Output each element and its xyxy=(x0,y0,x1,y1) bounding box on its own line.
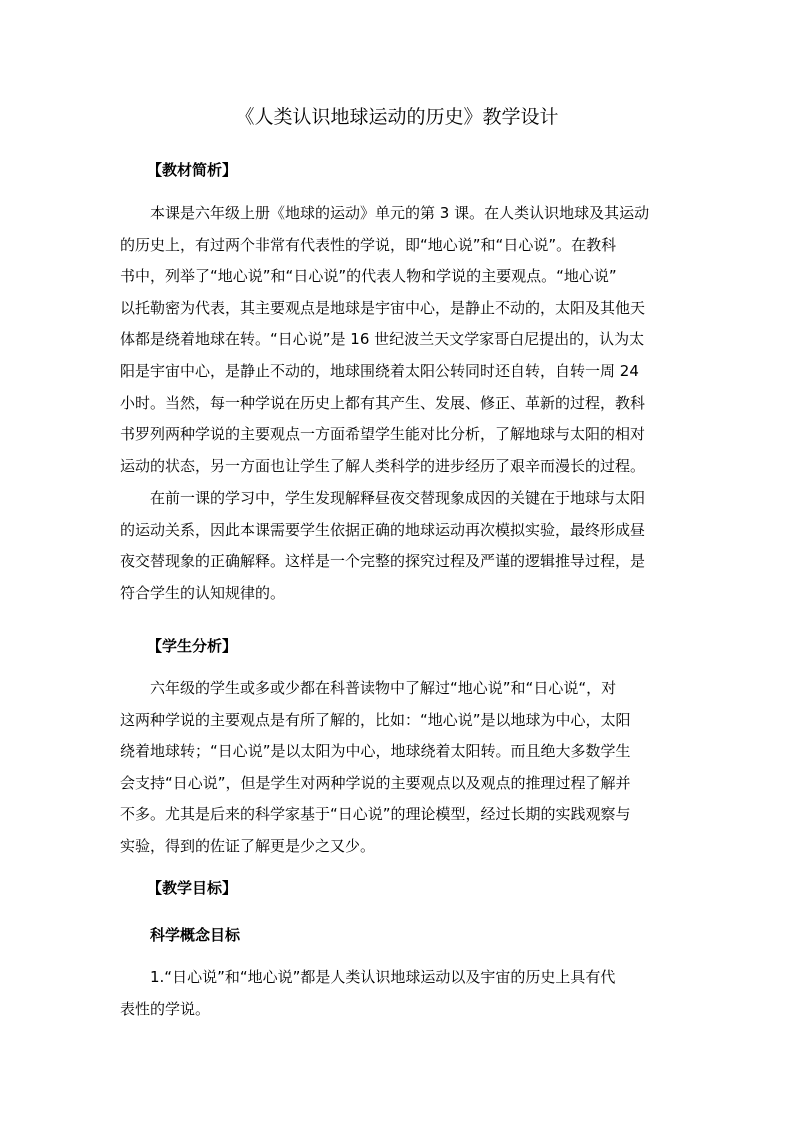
goals-item-1 xyxy=(120,962,676,1025)
textbook-paragraph-2 xyxy=(120,483,676,609)
text-line: 夜交替现象的正确解释。这样是一个完整的探究过程及严谨的逻辑推导过程，是 xyxy=(120,552,646,571)
textbook-paragraph-1 xyxy=(120,198,676,482)
section-heading-goals: 【教学目标】 xyxy=(147,879,238,897)
student-paragraph xyxy=(120,673,676,863)
text-line: 在前一课的学习中，学生发现解释昼夜交替现象成因的关键在于地球与太阳 xyxy=(150,489,646,507)
text-line: 阳是宇宙中心，是静止不动的，地球围绕着太阳公转同时还自转，自转一周 24 xyxy=(120,361,639,380)
text-line: 书中，列举了“地心说”和“日心说”的代表人物和学说的主要观点。“地心说” xyxy=(120,267,617,286)
text-line: 书罗列两种学说的主要观点一方面希望学生能对比分析，了解地球与太阳的相对 xyxy=(120,425,646,444)
text-line: 这两种学说的主要观点是有所了解的，比如：“地心说”是以地球为中心，太阳 xyxy=(120,710,631,729)
text-line: 会支持“日心说”，但是学生对两种学说的主要观点以及观点的推理过程了解并 xyxy=(120,773,631,792)
text-line: 表性的学说。 xyxy=(120,999,211,1018)
text-line: 以托勒密为代表，其主要观点是地球是宇宙中心，是静止不动的，太阳及其他天 xyxy=(120,298,646,317)
text-line: 小时。当然，每一种学说在历史上都有其产生、发展、修正、革新的过程，教科 xyxy=(120,393,646,412)
text-line: 运动的状态，另一方面也让学生了解人类科学的进步经历了艰辛而漫长的过程。 xyxy=(120,456,646,475)
document-title: 《人类认识地球运动的历史》教学设计 xyxy=(235,106,559,128)
text-line: 本课是六年级上册《地球的运动》单元的第 3 课。在人类认识地球及其运动 xyxy=(150,204,650,222)
goals-subheading: 科学概念目标 xyxy=(150,926,241,944)
text-line: 符合学生的认知规律的。 xyxy=(120,583,286,602)
section-heading-student: 【学生分析】 xyxy=(147,637,238,655)
section-heading-textbook: 【教材简析】 xyxy=(147,161,238,179)
text-line: 绕着地球转；“日心说”是以太阳为中心，地球绕着太阳转。而且绝大多数学生 xyxy=(120,742,631,761)
text-line: 体都是绕着地球在转。“日心说”是 16 世纪波兰天文学家哥白尼提出的，认为太 xyxy=(120,330,645,349)
text-line: 1.“日心说”和“地心说”都是人类认识地球运动以及宇宙的历史上具有代 xyxy=(150,968,616,986)
text-line: 不多。尤其是后来的科学家基于“日心说”的理论模型，经过长期的实践观察与 xyxy=(120,805,631,824)
text-line: 的历史上，有过两个非常有代表性的学说，即“地心说”和“日心说”。在教科 xyxy=(120,235,617,254)
text-line: 实验，得到的佐证了解更是少之又少。 xyxy=(120,836,376,855)
text-line: 的运动关系，因此本课需要学生依据正确的地球运动再次模拟实验，最终形成昼 xyxy=(120,520,646,539)
text-line: 六年级的学生或多或少都在科普读物中了解过“地心说”和“日心说“，对 xyxy=(150,679,617,697)
